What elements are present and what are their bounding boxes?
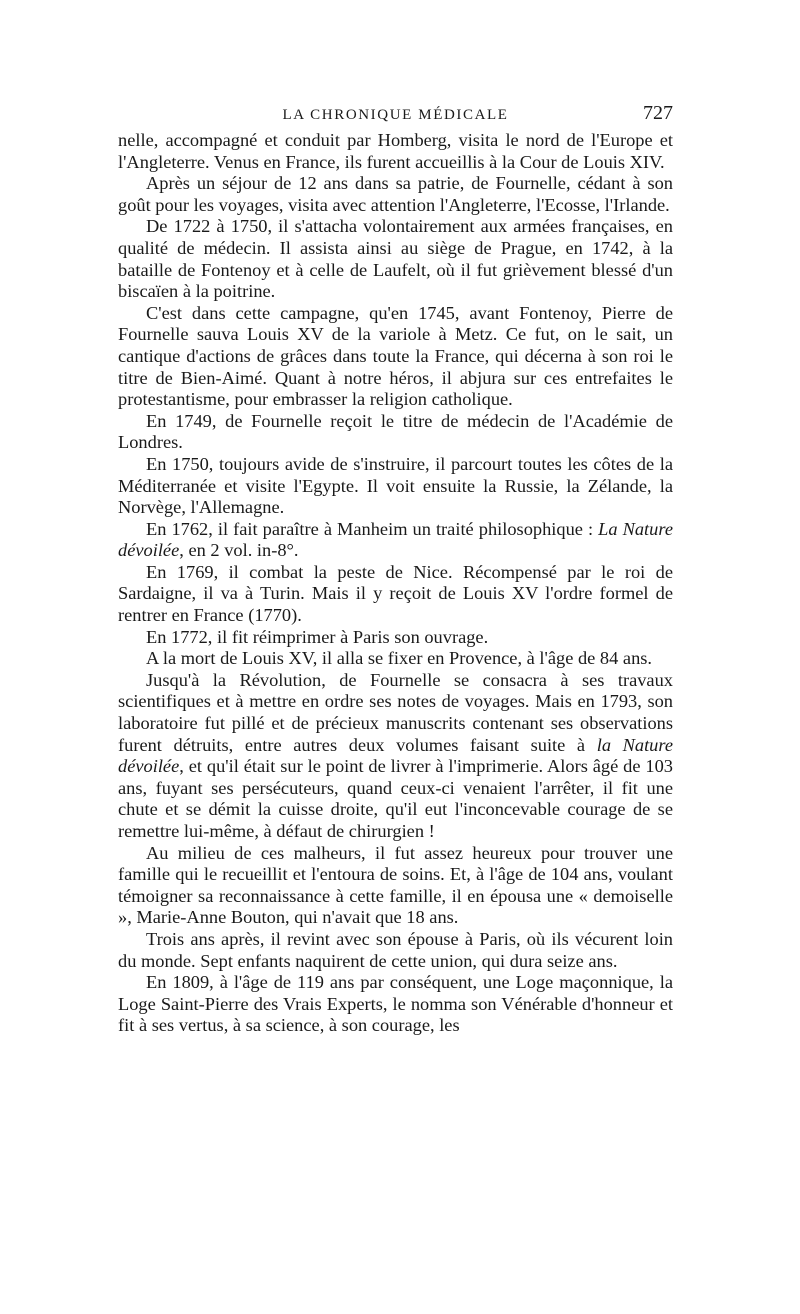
running-title: LA CHRONIQUE MÉDICALE	[282, 107, 509, 123]
paragraph-9: En 1772, il fit réimprimer à Paris son ouvrage.	[146, 626, 489, 647]
paragraph-11-text-a: Jusqu'à la Révolution, de Fournelle se consacra à ses travaux scientifiques et à mettre en ordre ses notes de voyages. Mais en 1793, son laboratoire fut pillé et de précieux manuscrits contenant ses observations furent détruits, entre autres deux volumes faisant suite à	[118, 669, 673, 755]
page-header	[118, 102, 673, 128]
paragraph-3: De 1722 à 1750, il s'attacha volontairement aux armées françaises, en qualité de médecin. Il assista ainsi au siège de Prague, en 1742, à la bataille de Fontenoy et à celle de Laufelt, où il fut grièvement blessé d'un biscaïen à la poitrine.	[118, 216, 673, 302]
paragraph-7	[118, 519, 673, 562]
book-title-nature-devoilee: La Nature dévoilée	[118, 518, 673, 561]
paragraph-2: Après un séjour de 12 ans dans sa patrie, de Fournelle, cédant à son goût pour les voyages, visita avec attention l'Angleterre, l'Ecosse, l'Irlande.	[118, 173, 673, 215]
paragraph-7-text-b: , en 2 vol. in-8°.	[179, 540, 299, 561]
paragraph-11-text-b: , et qu'il était sur le point de livrer à l'imprimerie. Alors âgé de 103 ans, fuyant ses persécuteurs, quand ceux-ci venaient l'arrêter, il fit une chute et se démit la cuisse droite, qu'il eut l'inconcevable courage de se remettre lui-même, à défaut de chirurgien !	[118, 756, 673, 841]
paragraph-14: En 1809, à l'âge de 119 ans par conséquent, une Loge maçonnique, la Loge Saint-Pierre des Vrais Experts, le nomma son Vénérable d'honneur et fit à ses vertus, à sa science, à son courage, les	[118, 972, 673, 1036]
paragraph-12: Au milieu de ces malheurs, il fut assez heureux pour trouver une famille qui le recueillit et l'entoura de soins. Et, à l'âge de 104 ans, voulant témoigner sa reconnaissance à cette famille, il en épousa une « demoiselle », Marie-Anne Bouton, qui n'avait que 18 ans.	[118, 842, 673, 928]
paragraph-6: En 1750, toujours avide de s'instruire, il parcourt toutes les côtes de la Méditerranée et visite l'Egypte. Il voit ensuite la Russie, la Zélande, la Norvège, l'Allemagne.	[118, 453, 673, 518]
paragraph-13: Trois ans après, il revint avec son épouse à Paris, où ils vécurent loin du monde. Sept enfants naquirent de cette union, qui dura seize ans.	[118, 928, 673, 971]
paragraph-7-text-a: En 1762, il fait paraître à Manheim un traité philosophique :	[146, 518, 599, 539]
paragraph-10: A la mort de Louis XV, il alla se fixer en Provence, à l'âge de 84 ans.	[146, 648, 653, 669]
body-text	[118, 130, 673, 1037]
page-number: 727	[643, 102, 673, 124]
paragraph-1: nelle, accompagné et conduit par Homberg, visita le nord de l'Europe et l'Angleterre. Venus en France, ils furent accueillis à la Cour de Louis XIV.	[118, 130, 673, 172]
paragraph-4: C'est dans cette campagne, qu'en 1745, avant Fontenoy, Pierre de Fournelle sauva Louis XV de la variole à Metz. Ce fut, on le sait, un cantique d'actions de grâces dans toute la France, qui décerna à son roi le titre de Bien-Aimé. Quant à notre héros, il abjura sur ces entrefaites le protestantisme, pour embrasser la religion catholique.	[118, 302, 673, 410]
paragraph-5: En 1749, de Fournelle reçoit le titre de médecin de l'Académie de Londres.	[118, 410, 673, 453]
book-title-nature-devoilee-2: la Nature dévoilée	[118, 734, 674, 777]
paragraph-11	[118, 670, 673, 843]
paragraph-8: En 1769, il combat la peste de Nice. Récompensé par le roi de Sardaigne, il va à Turin. Mais il y reçoit de Louis XV l'ordre formel de rentrer en France (1770).	[118, 561, 673, 626]
